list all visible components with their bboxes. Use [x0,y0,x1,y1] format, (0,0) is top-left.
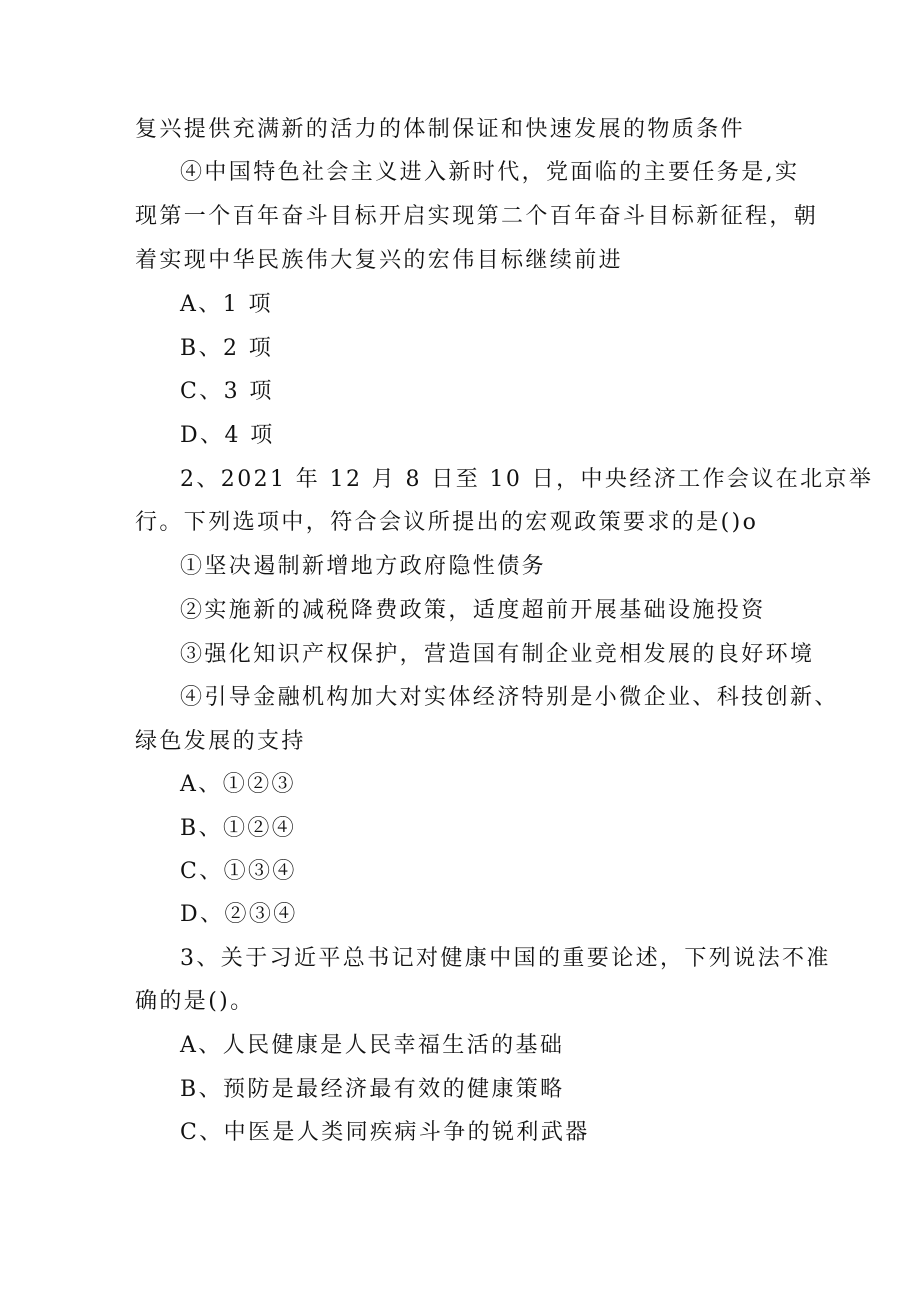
text-line: 复兴提供充满新的活力的体制保证和快速发展的物质条件 [135,117,746,142]
q1-option-c: C、3 项 [180,379,274,404]
q3-option-c: C、中医是人类同疾病斗争的锐利武器 [180,1120,590,1145]
q1-option-d: D、4 项 [180,423,275,448]
text-line: 现第一个百年奋斗目标开启实现第二个百年奋斗目标新征程，朝 [135,204,819,229]
q2-option-c: C、①③④ [180,859,297,884]
q3-option-a: A、人民健康是人民幸福生活的基础 [180,1033,565,1058]
text-line: 着实现中华民族伟大复兴的宏伟目标继续前进 [135,248,624,273]
q2-option-a: A、①②③ [180,772,296,797]
q1-option-a: A、1 项 [180,292,273,317]
question-3: 3、关于习近平总书记对健康中国的重要论述，下列说法不准 [180,946,831,971]
text-line: 绿色发展的支持 [135,729,306,754]
q2-option-d: D、②③④ [180,902,298,927]
q1-option-b: B、2 项 [180,336,274,361]
q3-option-b: B、预防是最经济最有效的健康策略 [180,1077,565,1102]
text-line: 确的是()。 [135,989,255,1014]
q2-statement-2: ②实施新的减税降费政策，适度超前开展基础设施投资 [180,598,766,623]
q2-statement-3: ③强化知识产权保护，营造国有制企业竞相发展的良好环境 [180,642,815,667]
q2-option-b: B、①②④ [180,816,297,841]
text-line: 行。下列选项中，符合会议所提出的宏观政策要求的是()o [135,510,759,535]
question-2: 2、2021 年 12 月 8 日至 10 日，中央经济工作会议在北京举 [180,467,874,492]
statement-4: ④中国特色社会主义进入新时代，党面临的主要任务是,实 [180,160,800,185]
q2-statement-1: ①坚决遏制新增地方政府隐性债务 [180,554,547,579]
q2-statement-4: ④引导金融机构加大对实体经济特别是小微企业、科技创新、 [180,685,839,710]
